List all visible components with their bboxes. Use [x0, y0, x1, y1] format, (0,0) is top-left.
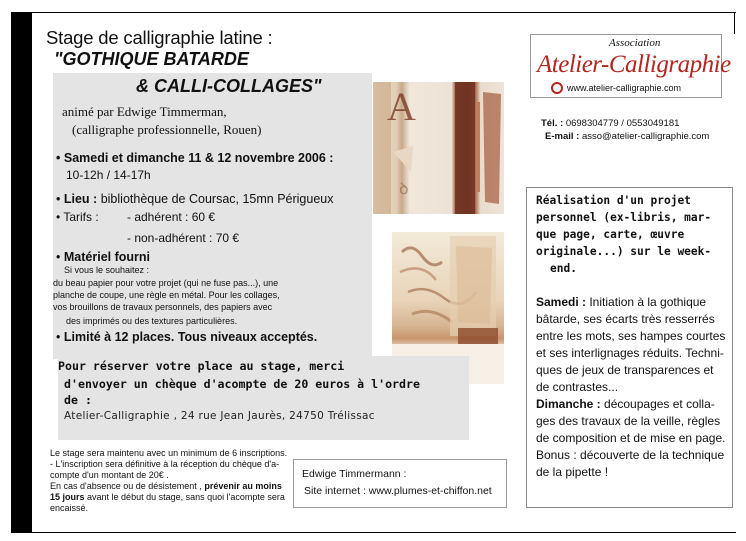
- logo-url[interactable]: www.atelier-calligraphie.com: [567, 83, 682, 93]
- logo-mark-icon: [551, 82, 563, 94]
- materiel-line-5: des imprimés ou des textures particulières.: [66, 316, 238, 326]
- program-details: Samedi : Initiation à la gothique bâtarde, ses écarts très resserrés entre les mots, ses hampes courtes et ses interlignages réduits. Techni- ques de jeux de transparences et de contrastes... Dimanche : découpages et colla- ges des travaux de la veille, règles de composition et de mise en page. Bonus : découverte de la technique de la pipette !: [536, 294, 730, 481]
- contact-box: [293, 459, 507, 508]
- limite-item: [56, 330, 317, 344]
- bullet: •: [56, 192, 61, 206]
- tarifs-item: [56, 210, 99, 224]
- program-box: [526, 187, 733, 508]
- note-line-2: - L'inscription sera définitive à la réception du chèque d'a-: [50, 459, 280, 469]
- note-line-4: En cas d'absence ou de désistement , prévenir au moins: [50, 481, 282, 491]
- note-line-3: compte d'un montant de 20€ .: [50, 470, 169, 480]
- dates-item: [56, 151, 333, 165]
- svg-text:ꝺ: ꝺ: [399, 181, 409, 198]
- logo-url-row: [551, 82, 681, 94]
- logo-name: Atelier-Calligraphie: [537, 51, 731, 78]
- phone-line: [541, 118, 679, 129]
- email-value[interactable]: asso@atelier-calligraphie.com: [581, 131, 710, 142]
- lieu-value: bibliothèque de Coursac, 15mn Périgueux: [100, 192, 334, 206]
- reservation-line-3: de :: [64, 393, 92, 407]
- contact-site[interactable]: Site internet : www.plumes-et-chiffon.net: [304, 485, 492, 497]
- lieu-item: [56, 192, 334, 206]
- note-line-6: encaissé.: [50, 503, 89, 513]
- tarifs-label: Tarifs :: [63, 210, 99, 224]
- bullet: •: [56, 250, 61, 264]
- svg-text:A: A: [387, 84, 416, 129]
- bullet: •: [56, 151, 61, 165]
- reservation-line-1: Pour réserver votre place au stage, merci: [58, 359, 345, 373]
- animator-line-1: animé par Edwige Timmerman,: [62, 104, 227, 119]
- reservation-line-2: d'envoyer un chèque d'acompte de 20 euros à l'ordre: [64, 377, 420, 391]
- email-label: E-mail :: [545, 131, 580, 142]
- materiel-line-4: vos brouillons de travaux personnels, des papiers avec: [53, 302, 273, 312]
- tel-value: 0698304779 / 0553049181: [565, 118, 680, 129]
- logo-association-label: Association: [609, 37, 661, 49]
- left-black-bar: [11, 12, 32, 533]
- bullet: •: [56, 210, 61, 224]
- dimanche-first-line: Dimanche : découpages et colla-: [536, 397, 715, 411]
- tarif-adherent: - adhérent : 60 €: [127, 210, 216, 224]
- calligraphy-photo-1: [373, 82, 504, 214]
- dates-hours: 10-12h / 14-17h: [66, 168, 151, 182]
- materiel-line-1: Si vous le souhaitez :: [64, 265, 150, 275]
- note-line-1: Le stage sera maintenu avec un minimum de 6 inscriptions.: [50, 448, 288, 458]
- tarif-non-adherent: - non-adhérent : 70 €: [127, 231, 240, 245]
- tel-label: Tél. :: [541, 118, 564, 129]
- bottom-border: [32, 532, 736, 533]
- lieu-label: Lieu :: [63, 192, 98, 206]
- samedi-first-line: Samedi : Initiation à la gothique: [536, 295, 707, 309]
- association-logo: [530, 34, 731, 98]
- email-line: [545, 131, 709, 142]
- project-description: Réalisation d'un projet personnel (ex-libris, mar- que page, carte, œuvre originale...) sur le week- end.: [536, 194, 712, 275]
- title-line-2: "GOTHIQUE BATARDE: [54, 49, 249, 69]
- contact-name: Edwige Timmermann :: [302, 468, 407, 480]
- bullet: •: [56, 330, 61, 344]
- note-line-5: 15 jours avant le début du stage, sans quoi l'acompte sera: [50, 492, 285, 502]
- dates-label: Samedi et dimanche 11 & 12 novembre 2006 :: [63, 151, 334, 165]
- limite-text: Limité à 12 places. Tous niveaux acceptés.: [63, 330, 318, 344]
- right-border: [734, 12, 735, 34]
- animator-line-2: (calligraphe professionnelle, Rouen): [72, 122, 262, 137]
- conditions-notes: [50, 448, 290, 514]
- materiel-line-2: du beau papier pour votre projet (qui ne fuse pas...), une: [53, 278, 279, 288]
- top-border: [32, 12, 736, 13]
- reservation-address: Atelier-Calligraphie , 24 rue Jean Jaurès, 24750 Trélissac: [64, 410, 375, 422]
- materiel-label: Matériel fourni: [63, 250, 150, 264]
- materiel-line-3: planche de coupe, une règle en métal. Pour les collages,: [53, 290, 280, 300]
- title-line-3: & CALLI-COLLAGES": [136, 76, 322, 96]
- title-line-1: Stage de calligraphie latine :: [46, 27, 273, 48]
- materiel-item: [56, 250, 150, 264]
